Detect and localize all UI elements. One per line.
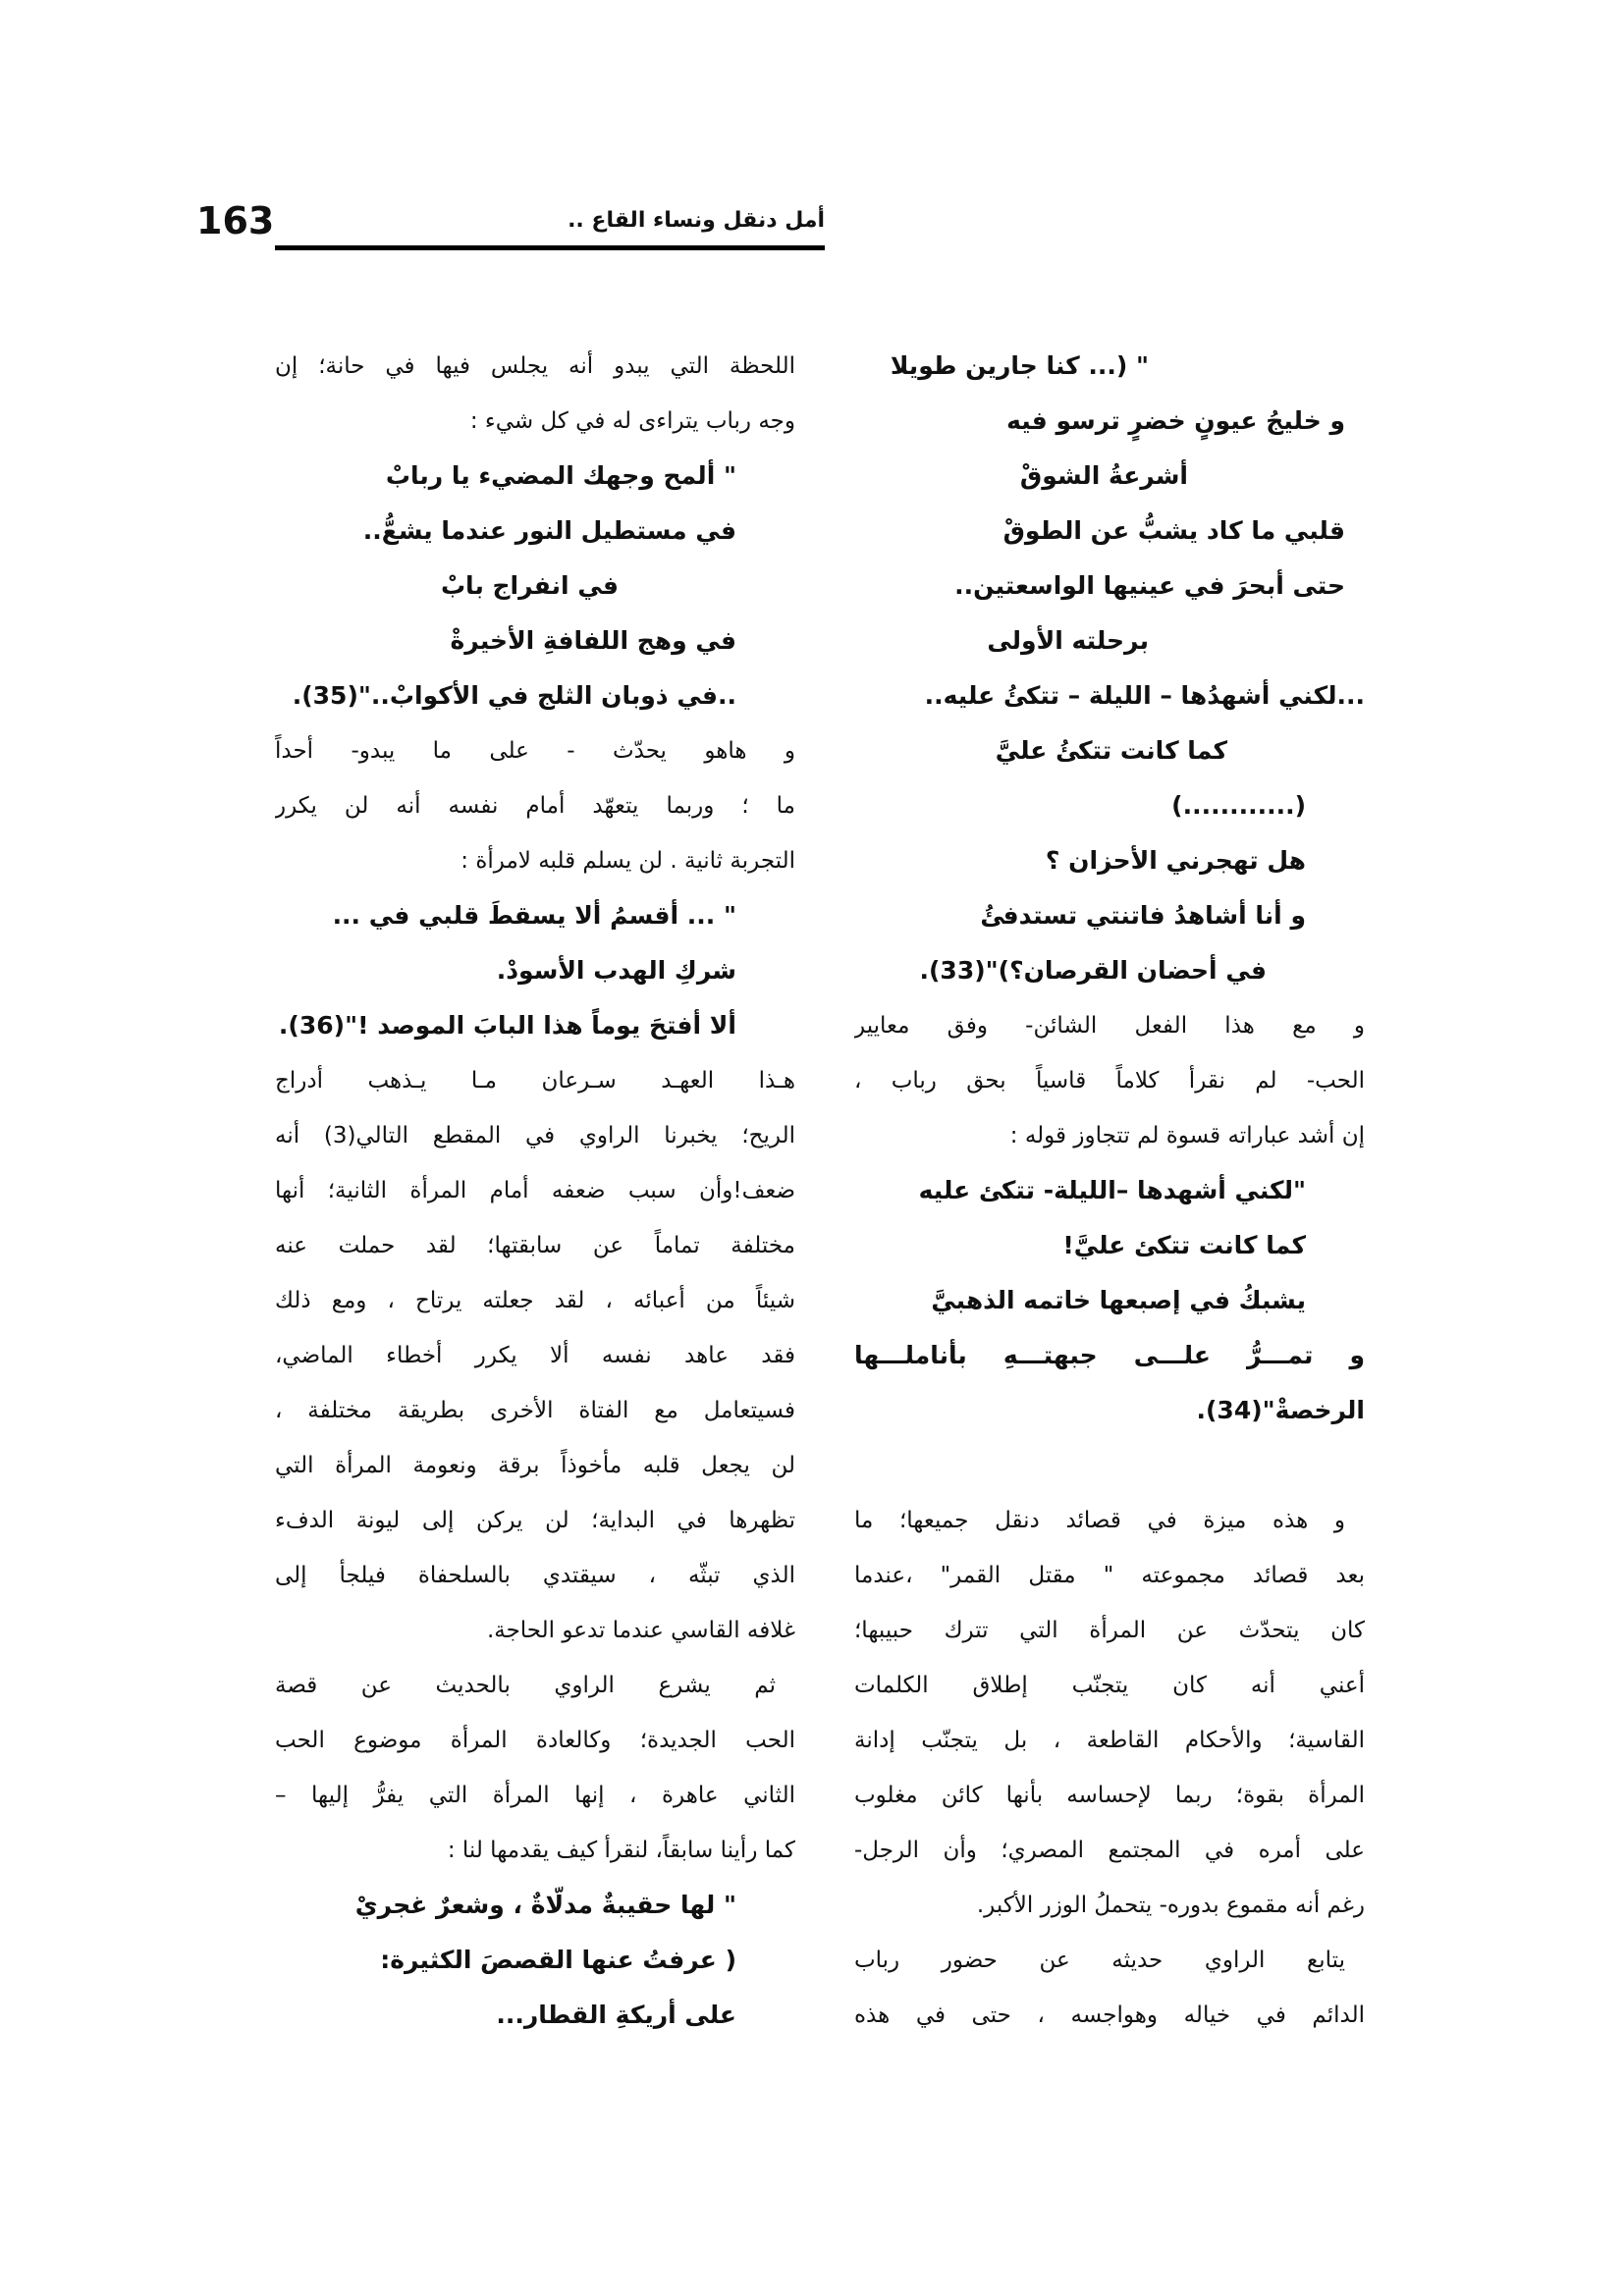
poem-line: ( عرفتُ عنها القصصَ الكثيرة: (380, 1946, 736, 1974)
poem-line: في أحضان القرصان؟)"(33). (919, 956, 1267, 985)
page-number: 163 (196, 199, 275, 242)
poem-line: " لها حقيبةٌ مدلّاةٌ ، وشعرٌ غجريْ (354, 1891, 736, 1919)
paragraph-line: فقد عاهد نفسه ألا يكرر أخطاء الماضي، (275, 1343, 795, 1368)
poem-line: أشرعةُ الشوقْ (1019, 461, 1188, 490)
paragraph-line: غلافه القاسي عندما تدعو الحاجة. (486, 1618, 795, 1643)
paragraph-line: مختلفة تماماً عن سابقتها؛ لقد حملت عنه (275, 1233, 795, 1258)
poem-line: " ألمح وجهك المضيء يا ربابْ (385, 461, 736, 490)
paragraph-line: الحب الجديدة؛ وكالعادة المرأة موضوع الحب (275, 1728, 795, 1753)
paragraph-line: شيئاً من أعبائه ، لقد جعلته يرتاح ، ومع ذلك (275, 1288, 795, 1313)
right-column (854, 339, 1365, 2043)
paragraph-line: تظهرها في البداية؛ لن يركن إلى ليونة الدفء (275, 1508, 795, 1533)
paragraph-line: ضعف!وأن سبب ضعفه أمام المرأة الثانية؛ أنها (275, 1178, 795, 1203)
poem-line: " (... كنا جارين طويلا (890, 351, 1149, 380)
paragraph-line: الدائم في خياله وهواجسه ، حتى في هذه (854, 2002, 1365, 2028)
paragraph-line: يتابع الراوي حديثه عن حضور رباب (854, 1948, 1345, 1973)
paragraph-line: اللحظة التي يبدو أنه يجلس فيها في حانة؛ إن (275, 353, 795, 379)
paragraph-line: الحب- لم نقرأ كلاماً قاسياً بحق رباب ، (854, 1068, 1365, 1094)
poem-line: (............) (1171, 791, 1306, 820)
paragraph-line: لن يجعل قلبه مأخوذاً برقة ونعومة المرأة التي (275, 1453, 795, 1478)
paragraph-line: الذي تبثّه ، سيقتدي بالسلحفاة فيلجأ إلى (275, 1563, 795, 1588)
blank-line (854, 1438, 1365, 1493)
page-header (196, 196, 825, 255)
paragraph-line: و هذه ميزة في قصائد دنقل جميعها؛ ما (854, 1508, 1345, 1533)
poem-line: برحلته الأولى (987, 626, 1149, 655)
poem-line: هل تهجرني الأحزان ؟ (1045, 846, 1306, 875)
quote-line: "لكني أشهدها –الليلة- تتكئ عليه (918, 1176, 1306, 1204)
poem-line: في وهج اللفافةِ الأخيرةْ (450, 626, 736, 655)
poem-line: شركِ الهدب الأسودْ. (496, 956, 736, 985)
header-rule (275, 245, 825, 250)
quote-line: الرخصةْ"(34). (1196, 1396, 1365, 1424)
paragraph-line: هـذا العهـد سـرعان مـا يـذهب أدراج (275, 1068, 795, 1094)
paragraph-line: المرأة بقوة؛ ربما لإحساسه بأنها كائن مغلوب (854, 1783, 1365, 1808)
paragraph-line: على أمره في المجتمع المصري؛ وأن الرجل- (854, 1838, 1365, 1863)
poem-line: ألا أفتحَ يوماً هذا البابَ الموصد !"(36). (278, 1011, 736, 1040)
poem-line: ...لكني أشهدُها – الليلة – تتكئُ عليه.. (924, 681, 1365, 710)
poem-line: و خليجُ عيونٍ خضرٍ ترسو فيه (1006, 406, 1345, 435)
poem-line: على أريكةِ القطار... (496, 2001, 736, 2029)
poem-line: في انفراج بابْ (440, 571, 619, 600)
paragraph-line: ما ؛ وربما يتعهّد أمام نفسه أنه لن يكرر (275, 793, 795, 819)
poem-line: كما كانت تتكئُ عليَّ (995, 736, 1227, 765)
paragraph-line: وجه رباب يتراءى له في كل شيء : (469, 408, 795, 434)
quote-line: و تمـــرُّ علـــى جبهتـــهِ بأناملـــها (854, 1341, 1365, 1369)
paragraph-line: الريح؛ يخبرنا الراوي في المقطع التالي(3) أنه (275, 1123, 795, 1148)
poem-line: في مستطيل النور عندما يشعُّ.. (362, 516, 736, 545)
paragraph-line: و مع هذا الفعل الشائن- وفق معايير (854, 1013, 1365, 1039)
poem-line: قلبي ما كاد يشبُّ عن الطوقْ (1002, 516, 1345, 545)
paragraph-line: فسيتعامل مع الفتاة الأخرى بطريقة مختلفة ، (275, 1398, 795, 1423)
quote-line: يشبكُ في إصبعها خاتمه الذهبيَّ (931, 1286, 1306, 1314)
poem-line: " ... أقسمُ ألا يسقطَ قلبي في ... (332, 901, 736, 930)
paragraph-line: أعني أنه كان يتجنّب إطلاق الكلمات (854, 1673, 1365, 1698)
poem-line: و أنا أشاهدُ فاتنتي تستدفئُ (980, 901, 1306, 930)
quote-line: كما كانت تتكئ عليَّ! (1062, 1231, 1306, 1259)
paragraph-line: إن أشد عباراته قسوة لم تتجاوز قوله : (1009, 1123, 1365, 1148)
running-title: أمل دنقل ونساء القاع .. (568, 208, 825, 233)
paragraph-line: كان يتحدّث عن المرأة التي تترك حبيبها؛ (854, 1618, 1365, 1643)
poem-line: ..في ذوبان الثلج في الأكوابْ.."(35). (292, 681, 736, 710)
paragraph-line: و هاهو يحدّث - على ما يبدو- أحداً (275, 738, 795, 764)
paragraph-line: القاسية؛ والأحكام القاطعة ، بل يتجنّب إدانة (854, 1728, 1365, 1753)
left-column (275, 339, 795, 2043)
poem-line: حتى أبحرَ في عينيها الواسعتين.. (954, 571, 1345, 600)
paragraph-line: ثم يشرع الراوي بالحديث عن قصة (275, 1673, 776, 1698)
paragraph-line: كما رأينا سابقاً، لنقرأ كيف يقدمها لنا : (447, 1838, 795, 1863)
paragraph-line: الثاني عاهرة ، إنها المرأة التي يفرُّ إليها – (275, 1783, 795, 1808)
paragraph-line: بعد قصائد مجموعته " مقتل القمر" ،عندما (854, 1563, 1365, 1588)
paragraph-line: التجربة ثانية . لن يسلم قلبه لامرأة : (460, 848, 795, 874)
paragraph-line: رغم أنه مقموع بدوره- يتحملُ الوزر الأكبر. (976, 1893, 1365, 1918)
